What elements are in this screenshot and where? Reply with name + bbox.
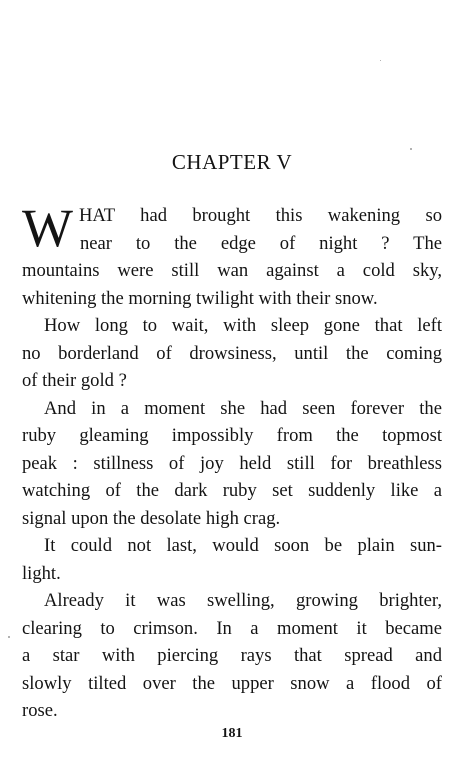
text-line: mountains were still wan against a cold sky, [22,260,442,281]
paragraph-4 [22,532,442,587]
paragraph-1 [22,198,442,312]
text-line: Already it was swelling, growing brighter, [44,590,442,611]
paper-speck [410,148,412,150]
text-line: clearing to crimson. In a moment it became [22,617,442,639]
paragraph-2 [22,312,442,395]
text-line: whitening the morning twilight with their snow. [22,287,378,309]
text-line: How long to wait, with sleep gone that left [44,315,442,336]
body-text [22,198,442,725]
text-line: watching of the dark ruby set suddenly like a [22,480,442,501]
text-line: signal upon the desolate high crag. [22,507,281,529]
text-line: near to the edge of night ? The [80,232,442,254]
chapter-title: CHAPTER V [171,150,293,174]
text-line: rose. [22,700,58,721]
paragraph-3 [22,395,442,533]
text-line: no borderland of drowsiness, until the coming [22,342,442,364]
text-line: peak : stillness of joy held still for breathless [22,452,442,474]
paper-speck [8,636,10,638]
paragraph-5 [22,587,442,725]
text-line: a star with piercing rays that spread and [22,645,442,666]
page-number: 181 [221,726,243,741]
text-line: slowly tilted over the upper snow a flood of [22,672,442,694]
paper-speck [380,60,381,61]
text-line: of their gold ? [22,370,127,391]
text-line: ruby gleaming impossibly from the topmost [22,425,442,446]
drop-cap: W [22,198,73,258]
text-line: light. [22,562,61,584]
text-line: And in a moment she had seen forever the [44,397,442,419]
text-line: HAT had brought this wakening so [78,205,442,226]
text-line: It could not last, would soon be plain sun- [44,535,442,556]
